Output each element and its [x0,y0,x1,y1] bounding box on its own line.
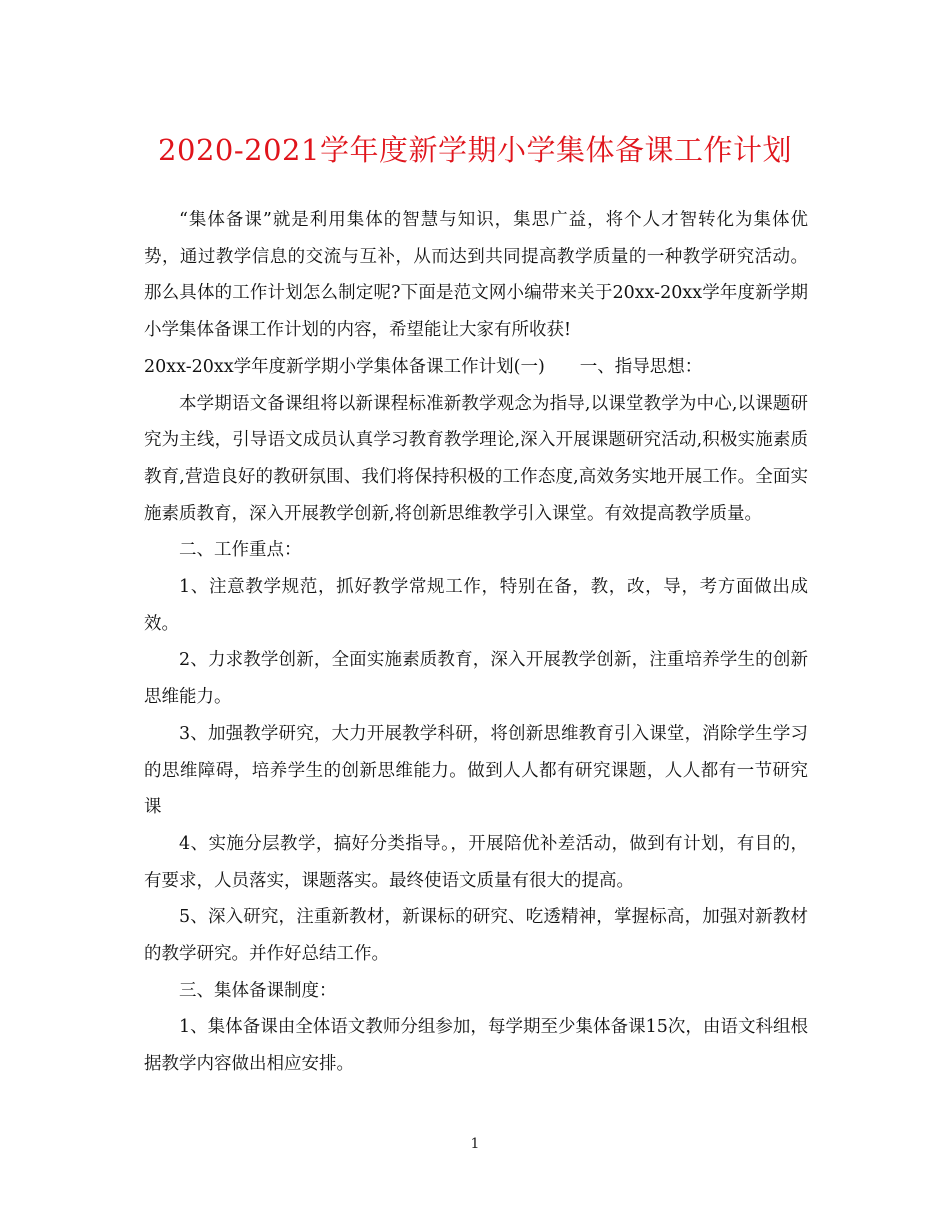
plan-heading-paragraph: 20xx-20xx学年度新学期小学集体备课工作计划(一) 一、指导思想： [144,356,703,377]
document-body [144,202,808,1083]
work-focus-item-3: 3、加强教学研究，大力开展教学科研，将创新思维教育引入课堂，消除学生学习的思维障碍，培养学生的创新思维能力。做到人人都有研究课题，人人都有一节研究课 [144,723,808,818]
work-focus-item-2: 2、力求教学创新，全面实施素质教育，深入开展教学创新，注重培养学生的创新思维能力。 [144,650,808,708]
work-focus-item-1: 1、注意教学规范，抓好教学常规工作，特别在备，教，改，导，考方面做出成效。 [144,577,808,634]
guiding-thought-paragraph: 本学期语文备课组将以新课程标准新教学观念为指导,以课堂教学为中心,以课题研究为主线，引导语文成员认真学习教育教学理论,深入开展课题研究活动,积极实施素质教育,营造良好的教研氛围、我们将保持积极的工作态度,高效务实地开展工作。全面实施素质教育，深入开展教学创新,将创新思维教学引入课堂。有效提高教学质量。 [144,393,808,524]
page-number: 1 [470,1136,480,1152]
prep-system-item-1: 1、集体备课由全体语文教师分组参加，每学期至少集体备课15次，由语文科组根据教学内容做出相应安排。 [144,1017,808,1075]
work-focus-item-4: 4、实施分层教学，搞好分类指导。，开展陪优补差活动，做到有计划，有目的，有要求，人员落实，课题落实。最终使语文质量有很大的提高。 [144,833,808,891]
intro-paragraph: “集体备课”就是利用集体的智慧与知识，集思广益，将个人才智转化为集体优势，通过教学信息的交流与互补，从而达到共同提高教学质量的一种教学研究活动。那么具体的工作计划怎么制定呢?下面是范文网小编带来关于20xx-20xx学年度新学期小学集体备课工作计划的内容，希望能让大家有所收获! [144,210,808,341]
section-heading-work-focus: 二、工作重点： [179,540,302,561]
document-title: 2020-2021学年度新学期小学集体备课工作计划 [158,133,792,167]
work-focus-item-5: 5、深入研究，注重新教材，新课标的研究、吃透精神，掌握标高，加强对新教材的教学研究。并作好总结工作。 [144,907,808,965]
section-heading-prep-system: 三、集体备课制度： [179,980,337,1001]
